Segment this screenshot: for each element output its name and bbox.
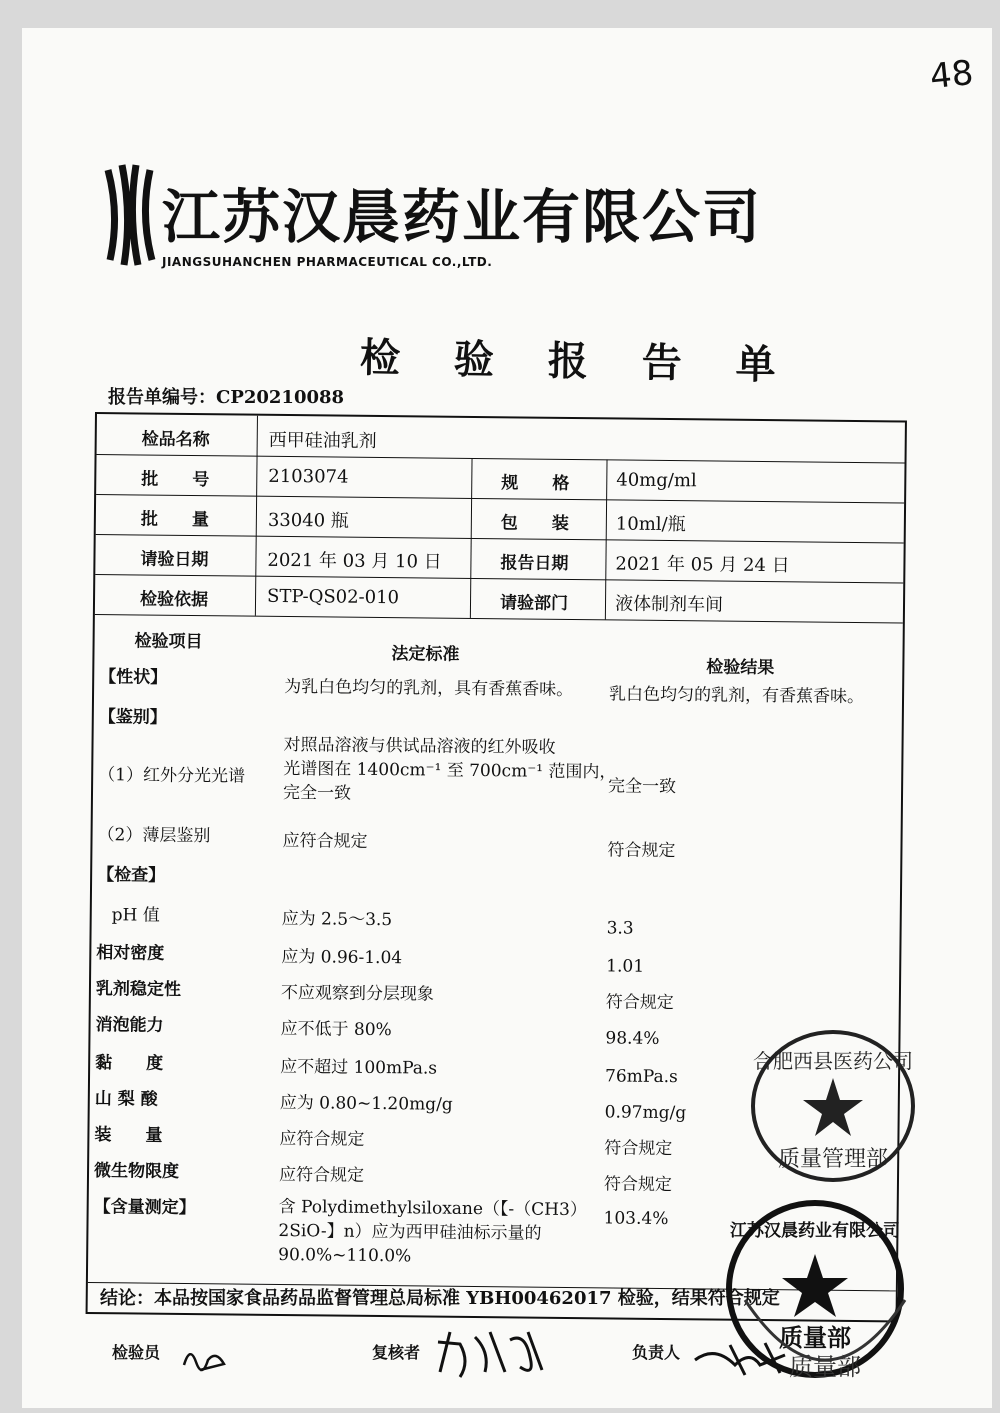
batch-size-label: 批 量 (140, 509, 209, 531)
test-standard-line: 完全一致 (282, 782, 352, 804)
test-standard-line: 对照品溶液与供试品溶液的红外吸收 (283, 734, 556, 758)
test-result: 乳白色均匀的乳剂，有香蕉香味。 (608, 684, 865, 708)
conclusion: 结论：本品按国家食品药品监督管理总局标准 YBH00462017 检验，结果符合规定 (100, 1288, 780, 1309)
test-result: 76mPa.s (604, 1066, 678, 1088)
seal-hefei-top: 合肥西县医药公司 (753, 1049, 913, 1073)
test-result: 98.4% (605, 1028, 660, 1049)
test-result: 3.3 (606, 918, 634, 939)
test-item: 装 量 (94, 1125, 163, 1146)
test-standard: 应为 0.96-1.04 (281, 946, 403, 969)
test-item: 山 梨 酸 (94, 1089, 158, 1110)
test-standard: 应为 2.5～3.5 (281, 908, 393, 931)
spec-label: 规 格 (501, 473, 570, 494)
report-date-label: 报告日期 (500, 553, 569, 574)
request-date-label: 请验日期 (140, 549, 209, 571)
seal-quality (735, 1290, 915, 1410)
reviewer-signature (430, 1322, 550, 1382)
test-result: 符合规定 (603, 1174, 673, 1196)
test-result: 0.97mg/g (604, 1102, 687, 1124)
seal-hefei-bottom: 质量管理部 (777, 1147, 889, 1172)
test-item: 【性状】 (99, 667, 168, 688)
test-standard: 应不超过 100mPa.s (280, 1056, 438, 1079)
test-item: 消泡能力 (95, 1015, 164, 1036)
package-label: 包 装 (500, 513, 569, 534)
batch-no-label: 批 号 (141, 469, 210, 491)
company-logo (100, 150, 763, 290)
test-item: （2）薄层鉴别 (97, 825, 211, 847)
report-number (108, 383, 344, 409)
column-standard: 法定标准 (391, 644, 460, 665)
test-item: 【检查】 (97, 865, 166, 886)
report-date-value: 2021 年 05 月 24 日 (615, 553, 790, 577)
test-standard-line: 光谱图在 1400cm⁻¹ 至 700cm⁻¹ 范围内， (283, 758, 617, 783)
test-standard: 不应观察到分层现象 (280, 982, 435, 1005)
column-item: 检验项目 (134, 631, 203, 653)
test-item: pH 值 (111, 905, 160, 926)
test-standard-line: 90.0%~110.0% (278, 1244, 412, 1267)
test-item: 【鉴别】 (98, 707, 167, 728)
inspector-label: 检验员 (112, 1343, 161, 1362)
test-result: 符合规定 (605, 992, 674, 1014)
test-standard-line: 2SiO-】n）应为西甲硅油标示量的 (278, 1220, 542, 1244)
seal-quality-text: 质量部 (789, 1353, 861, 1381)
product-name-value: 西甲硅油乳剂 (268, 429, 377, 452)
seal-hanchen-top: 江苏汉晨药业有限公司 (730, 1221, 900, 1241)
report-number-label: 报告单编号： (108, 387, 216, 408)
test-standard: 应符合规定 (278, 1164, 365, 1186)
test-standard-line: 含 Polydimethylsiloxane（【-（CH3） (278, 1196, 587, 1221)
responsible-label: 负责人 (632, 1343, 681, 1362)
test-standard: 为乳白色均匀的乳剂，具有香蕉香味。 (284, 676, 574, 701)
test-standard: 应为 0.80~1.20mg/g (279, 1092, 453, 1115)
company-name-en: JIANGSUHANCHEN PHARMACEUTICAL CO.,LTD. (162, 255, 493, 269)
document-title: 检 验 报 告 单 (359, 334, 797, 389)
product-name-label: 检品名称 (141, 429, 210, 451)
test-item: （1）红外分光光谱 (98, 765, 246, 787)
company-name-cn: 江苏汉晨药业有限公司 (162, 183, 763, 251)
inspector-signature (180, 1340, 230, 1380)
test-result: 1.01 (606, 956, 645, 977)
column-result: 检验结果 (706, 657, 775, 679)
test-standard: 应不低于 80% (280, 1018, 392, 1041)
package-value: 10ml/瓶 (615, 513, 686, 536)
page-number: 48 (928, 52, 976, 98)
test-standard: 应符合规定 (282, 830, 368, 852)
report-number-value: CP20210088 (216, 387, 345, 408)
test-result: 符合规定 (607, 840, 676, 862)
basis-value: STP-QS02-010 (266, 585, 400, 609)
spec-value: 40mg/ml (616, 469, 697, 492)
dept-label: 请验部门 (499, 593, 569, 614)
test-item: 微生物限度 (93, 1161, 180, 1182)
test-result: 符合规定 (604, 1138, 673, 1160)
batch-no-value: 2103074 (268, 465, 349, 488)
test-result: 完全一致 (608, 776, 677, 798)
reviewer-label: 复核者 (372, 1343, 421, 1362)
batch-size-value: 33040 瓶 (267, 509, 349, 532)
dept-value: 液体制剂车间 (614, 593, 724, 616)
basis-label: 检验依据 (139, 589, 209, 611)
test-result: 103.4% (603, 1208, 669, 1230)
test-item: 黏 度 (95, 1053, 164, 1074)
request-date-value: 2021 年 03 月 10 日 (267, 549, 442, 573)
seal-hefei (748, 1026, 918, 1186)
test-item: 乳剂稳定性 (95, 979, 182, 1000)
test-standard: 应符合规定 (279, 1128, 365, 1150)
company-logo-icon (100, 160, 160, 270)
test-item: 【含量测定】 (93, 1197, 196, 1219)
seal-hanchen-bottom: 质量部 (779, 1324, 851, 1352)
test-item: 相对密度 (96, 943, 165, 964)
